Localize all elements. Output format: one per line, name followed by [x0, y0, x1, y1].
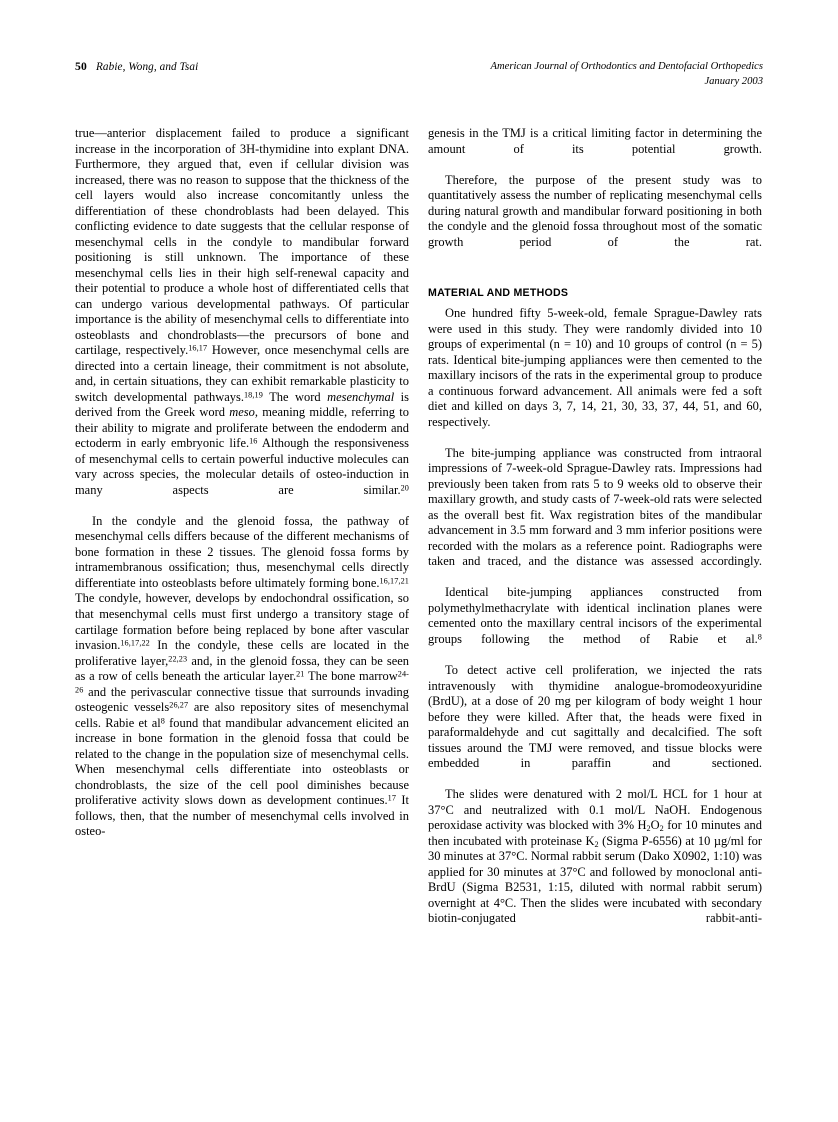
running-head-right	[491, 60, 763, 89]
body-paragraph: true—anterior displacement failed to produce a significant increase in the incorporation of 3H-thymidine into explant DNA. Furthermore, they argued that, even if cellular division was increased, there was no reason to suppose that the thickness of the cell layers would also increase concomitantly unless the differentiation of these chondroblasts had been delayed. This conflicting evidence to date suggests that the cellular response of mesenchymal cells in the condyle to mandibular forward positioning is still unknown. The importance of these mesenchymal cells lies in their high self-renewal capacity and their potential to produce a whole host of differentiated cells that can undergo various developmental pathways. Of particular importance is the ability of mesenchymal cells to differentiate into osteoblasts and chondroblasts—the precursors of bone and cartilage, respectively.$^{16,17}$ However, once mesenchymal cells are directed into a certain lineage, their commitment is not absolute, and, in certain situations, they can exhibit remarkable plasticity to switch developmental pathways.$^{18,19}$ The word mesenchymal is derived from the Greek word meso, meaning middle, referring to their ability to migrate and proliferate between the endoderm and ectoderm in early embryonic life.$^{16}$ Although the responsiveness of mesenchymal cells to certain powerful inductive molecules can vary across species, the molecular details of osteo-induction in many aspects are similar.$^{20}$	[75, 126, 409, 497]
body-paragraph: In the condyle and the glenoid fossa, the pathway of mesenchymal cells differs because of the different mechanisms of bone formation in these 2 tissues. The glenoid fossa forms by intramembranous ossification; thus, mesenchymal cells directly differentiate into osteoblasts before ultimately forming bone.$^{16,17,21}$ The condyle, however, develops by endochondral ossification, so that mesenchymal cells must first undergo a transitory stage of cartilage formation before being replaced by bone after vascular invasion.$^{16,17,22}$ In the condyle, these cells are located in the proliferative layer,$^{22,23}$ and, in the glenoid fossa, they can be seen as a row of cells beneath the articular layer.$^{21}$ The bone marrow$^{24-26}$ and the perivascular connective tissue that surrounds invading osteogenic vessels$^{26,27}$ are also repository sites of mesenchymal cells. Rabie et al$^8$ found that mandibular advancement elicited an increase in bone formation in the glenoid fossa that could be related to the change in the population size of mesenchymal cells. When mesenchymal cells differentiate into osteoblasts or chondroblasts, the size of the cell pool diminishes because proliferative activity slows down as development continues.$^{17}$ It follows, then, that the number of mesenchymal cells involved in osteo-	[75, 513, 410, 839]
italic-term: meso	[229, 405, 255, 420]
body-paragraph: To detect active cell proliferation, we injected the rats intravenously with thymidine analogue-bromodeoxyuridine (BrdU), at a dose of 20 mg per kilogram of body weight 1 hour before they were killed. After that, the heads were fixed in paraformaldehyde and cut sagittally and decalcified. The soft tissues around the TMJ were removed, and tissue blocks were embedded in paraffin and sectioned.	[428, 663, 762, 771]
heading-spacer	[428, 266, 762, 286]
reference-superscript: 20	[400, 483, 409, 493]
running-head	[75, 60, 763, 100]
reference-superscript: 8	[160, 716, 165, 726]
body-column-right	[428, 126, 762, 942]
body-paragraph: Therefore, the purpose of the present study was to quantitatively assess the number of replicating mesenchymal cells during natural growth and mandibular forward positioning in both the condyle and the glenoid fossa throughout most of the somatic growth period of the rat.	[428, 172, 762, 249]
italic-term: mesenchymal	[327, 389, 395, 404]
reference-superscript: 22,23	[168, 654, 188, 664]
body-paragraph: The slides were denatured with 2 mol/L HCL for 1 hour at 37°C and neutralized with 0.1 mol/L NaOH. Endogenous peroxidase activity was blocked with 3% $H_2O_2$ for 10 minutes and then incubated with proteinase $K_2$ (Sigma P-6556) at 10 µg/ml for 30 minutes at 37°C. Normal rabbit serum (Dako X0902, 1:10) was applied for 30 minutes at 37°C and followed by monoclonal anti-BrdU (Sigma B2531, 1:15, diluted with normal rabbit serum) overnight at 4°C. Then the slides were incubated with secondary biotin-conjugated rabbit-anti-	[428, 787, 762, 926]
reference-superscript: 18,19	[243, 390, 263, 400]
body-paragraph: genesis in the TMJ is a critical limiting factor in determining the amount of its potential growth.	[428, 126, 762, 156]
reference-superscript: 17	[387, 793, 397, 803]
body-column-left	[75, 126, 409, 855]
reference-superscript: 16,17,22	[120, 638, 150, 648]
subscript: 2	[646, 823, 651, 833]
reference-superscript: 16,17,21	[379, 576, 409, 586]
issue-date: January 2003	[704, 75, 763, 87]
body-paragraph: One hundred fifty 5-week-old, female Sprague-Dawley rats were used in this study. They were randomly divided into 10 groups of experimental (n = 10) and 10 groups of control (n = 5) rats. Identical bite-jumping appliances were then cemented to the maxillary incisors of the rats in the experimental group to produce a continuous forward advancement. All animals were fed a soft diet and killed on days 3, 7, 14, 21, 30, 33, 37, 44, 51, and 60, respectively.	[428, 306, 762, 429]
section-heading: MATERIAL AND METHODS	[428, 286, 569, 299]
running-head-left	[75, 60, 198, 74]
reference-superscript: 16	[249, 436, 258, 446]
subscript: 2	[659, 823, 664, 833]
reference-superscript: 21	[296, 669, 305, 679]
page-number: 50	[75, 60, 87, 73]
reference-superscript: 26,27	[169, 700, 189, 710]
body-paragraph: The bite-jumping appliance was constructed from intraoral impressions of 7-week-old Sprague-Dawley rats. Impressions had previously been taken from rats 5 to 9 weeks old to observe their maxillary growth, and study casts of 7-week-old rats were selected as the overall best fit. Wax registration bites of the mandibular advancement in 3.5 mm forward and 3 mm inferior positions were recorded with the molars as a reference point. Radiographs were taken and traced, and the distance was assessed accordingly.	[428, 445, 762, 569]
journal-title: American Journal of Orthodontics and Dentofacial Orthopedics	[490, 61, 763, 72]
body-paragraph: Identical bite-jumping appliances constructed from polymethylmethacrylate with identical inclination planes were cemented onto the maxillary central incisors of the experimental groups following the method of Rabie et al.$^8$	[428, 585, 762, 646]
reference-superscript: 8	[757, 632, 762, 642]
subscript: 2	[594, 839, 599, 849]
reference-superscript: 24-26	[75, 669, 410, 695]
reference-superscript: 16,17	[188, 343, 208, 353]
running-head-authors: Rabie, Wong, and Tsai	[96, 61, 199, 73]
